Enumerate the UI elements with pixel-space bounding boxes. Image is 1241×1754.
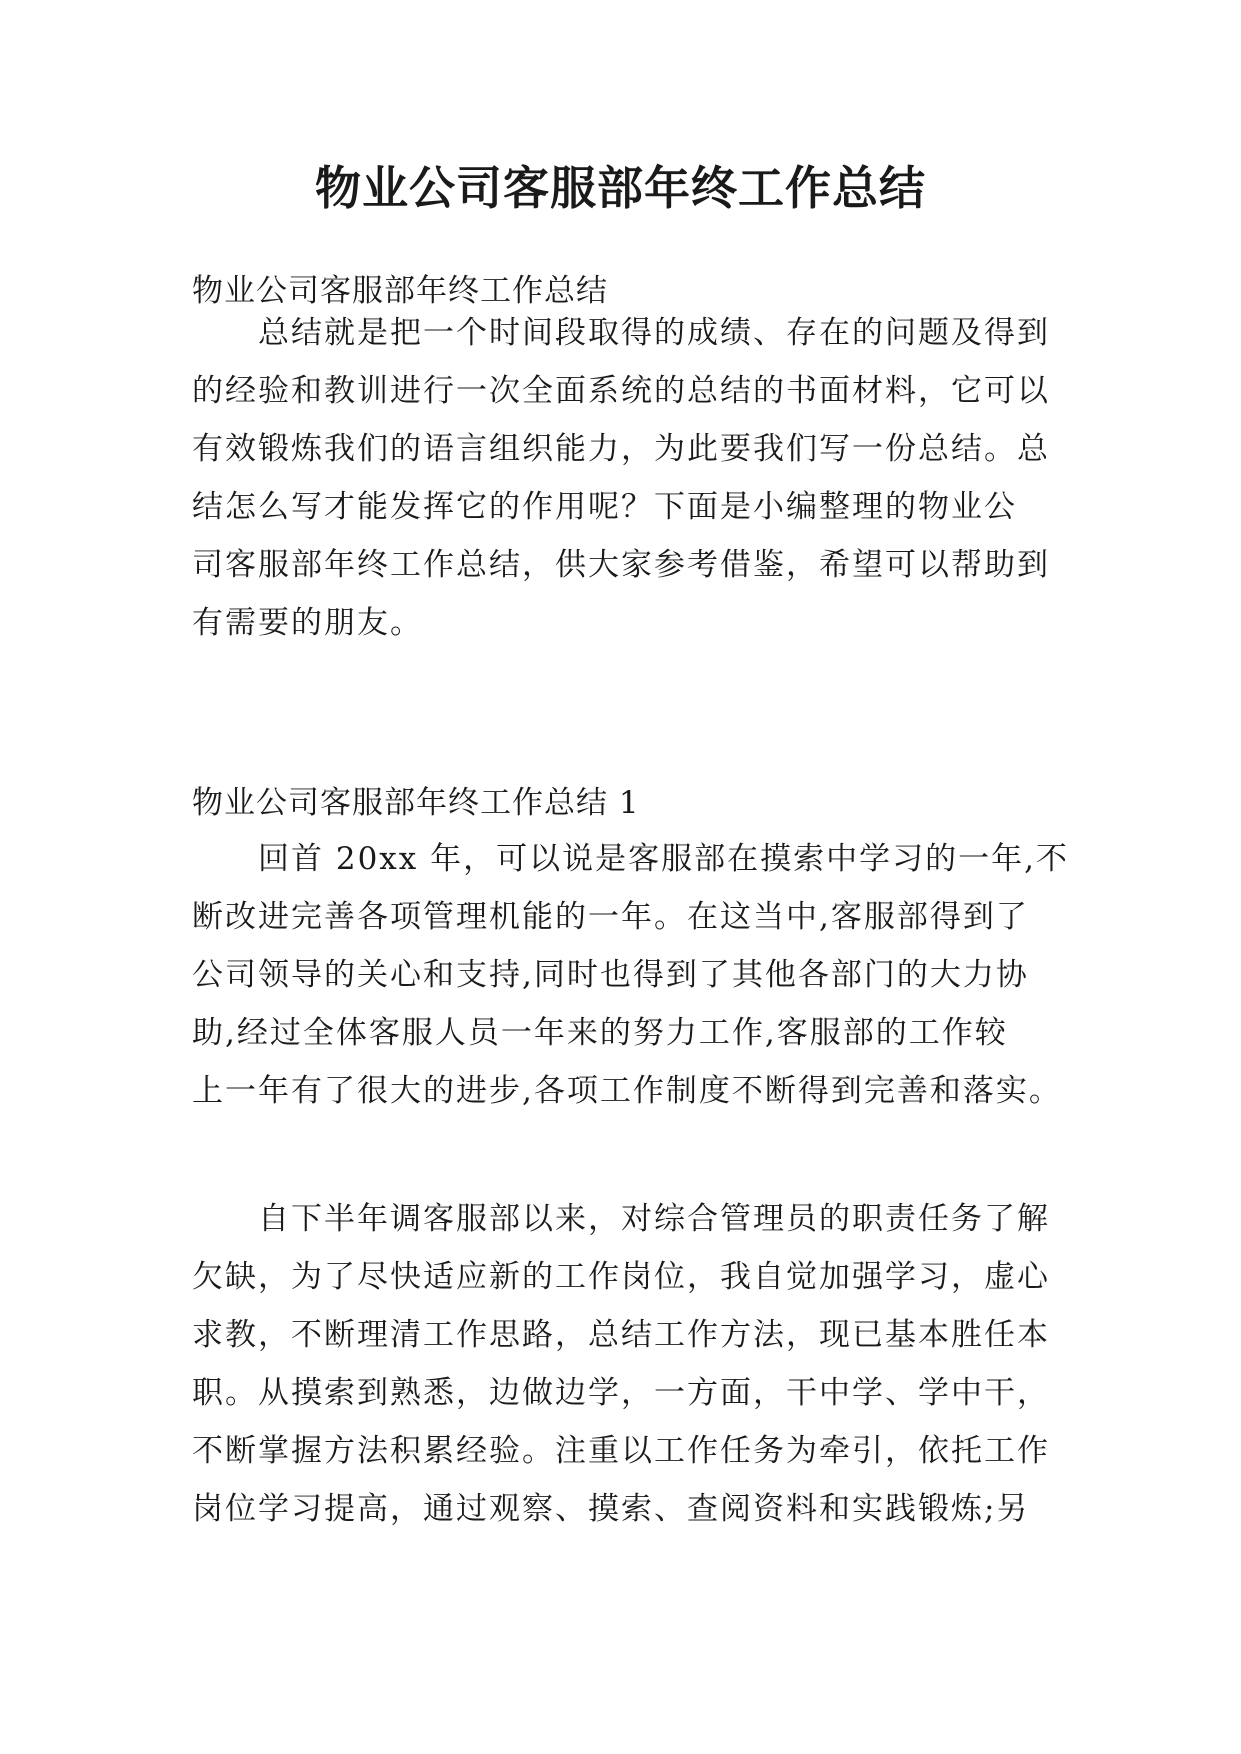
paragraph-line: 有需要的朋友。 [192,605,423,641]
paragraph-line: 求教，不断理清工作思路，总结工作方法，现已基本胜任本 [192,1317,1050,1353]
paragraph-line: 结怎么写才能发挥它的作用呢？下面是小编整理的物业公 [192,489,1017,525]
paragraph-line: 上一年有了很大的进步,各项工作制度不断得到完善和落实。 [192,1073,1062,1109]
document-title: 物业公司客服部年终工作总结 [315,161,926,215]
intro-heading-text: 物业公司客服部年终工作总结 [192,273,608,309]
paragraph-line: 断改进完善各项管理机能的一年。在这当中,客服部得到了 [192,899,1029,935]
section1-paragraph2 [192,1190,1062,1538]
paragraph-line: 总结就是把一个时间段取得的成绩、存在的问题及得到 [192,315,1050,351]
paragraph-line: 回首 20xx 年，可以说是客服部在摸索中学习的一年,不 [192,841,1069,877]
paragraph-line: 公司领导的关心和支持,同时也得到了其他各部门的大力协 [192,957,1029,993]
section1-heading-text: 物业公司客服部年终工作总结 1 [192,785,640,821]
intro-paragraph [192,304,1062,652]
paragraph-line: 自下半年调客服部以来，对综合管理员的职责任务了解 [192,1201,1050,1237]
paragraph-line: 不断掌握方法积累经验。注重以工作任务为牵引，依托工作 [192,1433,1050,1469]
paragraph-line: 司客服部年终工作总结，供大家参考借鉴，希望可以帮助到 [192,547,1050,583]
paragraph-line: 的经验和教训进行一次全面系统的总结的书面材料，它可以 [192,373,1050,409]
paragraph-line: 有效锻炼我们的语言组织能力，为此要我们写一份总结。总 [192,431,1050,467]
paragraph-line: 岗位学习提高，通过观察、摸索、查阅资料和实践锻炼;另 [192,1491,1030,1527]
paragraph-line: 助,经过全体客服人员一年来的努力工作,客服部的工作较 [192,1015,1008,1051]
section1-heading [192,774,1062,832]
paragraph-line: 职。从摸索到熟悉，边做边学，一方面，干中学、学中干， [192,1375,1050,1411]
paragraph-line: 欠缺，为了尽快适应新的工作岗位，我自觉加强学习，虚心 [192,1259,1050,1295]
section1-paragraph1 [192,830,1069,1120]
